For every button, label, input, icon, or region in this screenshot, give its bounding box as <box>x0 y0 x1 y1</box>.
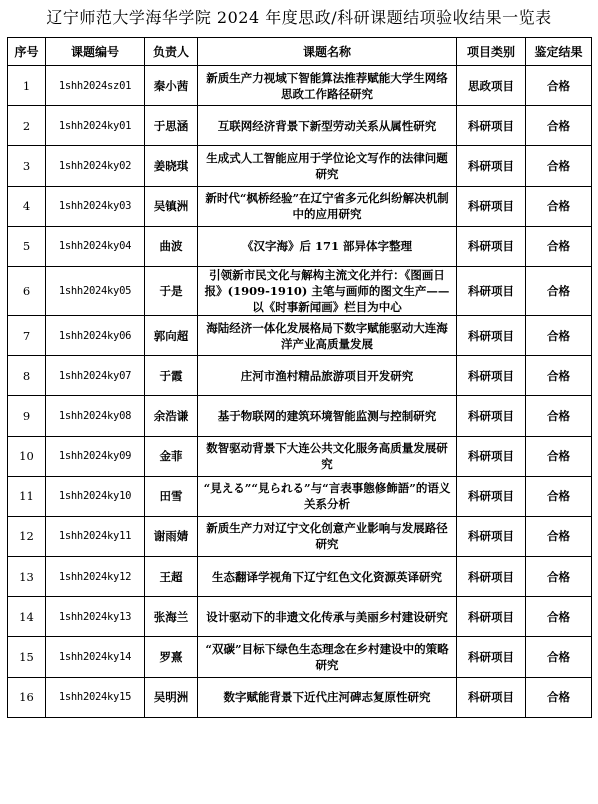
row-number: 11 <box>8 476 46 516</box>
evaluation-result: 合格 <box>526 677 592 717</box>
header-leader: 负责人 <box>145 38 198 66</box>
project-leader: 田雪 <box>145 476 198 516</box>
table-row <box>8 356 592 396</box>
project-type: 科研项目 <box>457 396 526 436</box>
evaluation-result: 合格 <box>526 597 592 637</box>
project-type: 科研项目 <box>457 315 526 355</box>
header-result: 鉴定结果 <box>526 38 592 66</box>
project-leader: 于霞 <box>145 356 198 396</box>
project-leader: 余浩谦 <box>145 396 198 436</box>
project-code: 1shh2024ky09 <box>46 436 145 476</box>
table-row <box>8 557 592 597</box>
project-name: “見える”“見られる”与“言表事態修飾語”的语义关系分析 <box>198 476 457 516</box>
row-number: 5 <box>8 226 46 266</box>
evaluation-result: 合格 <box>526 186 592 226</box>
project-type: 科研项目 <box>457 226 526 266</box>
row-number: 3 <box>8 146 46 186</box>
table-row <box>8 436 592 476</box>
table-row <box>8 66 592 106</box>
project-code: 1shh2024ky06 <box>46 315 145 355</box>
header-row <box>8 38 592 66</box>
row-number: 15 <box>8 637 46 677</box>
evaluation-result: 合格 <box>526 356 592 396</box>
table-row <box>8 266 592 315</box>
project-name: 数智驱动背景下大连公共文化服务高质量发展研究 <box>198 436 457 476</box>
project-name: 新质生产力视域下智能算法推荐赋能大学生网络思政工作路径研究 <box>198 66 457 106</box>
project-code: 1shh2024ky03 <box>46 186 145 226</box>
evaluation-result: 合格 <box>526 106 592 146</box>
project-type: 科研项目 <box>457 516 526 556</box>
project-name: 设计驱动下的非遗文化传承与美丽乡村建设研究 <box>198 597 457 637</box>
row-number: 7 <box>8 315 46 355</box>
row-number: 6 <box>8 266 46 315</box>
evaluation-result: 合格 <box>526 516 592 556</box>
document-title: 辽宁师范大学海华学院 2024 年度思政/科研课题结项验收结果一览表 <box>46 8 552 27</box>
project-code: 1shh2024ky01 <box>46 106 145 146</box>
evaluation-result: 合格 <box>526 476 592 516</box>
project-type: 思政项目 <box>457 66 526 106</box>
project-name: 新质生产力对辽宁文化创意产业影响与发展路径研究 <box>198 516 457 556</box>
evaluation-result: 合格 <box>526 146 592 186</box>
evaluation-result: 合格 <box>526 266 592 315</box>
row-number: 13 <box>8 557 46 597</box>
project-code: 1shh2024ky14 <box>46 637 145 677</box>
evaluation-result: 合格 <box>526 557 592 597</box>
results-table <box>7 37 592 718</box>
project-code: 1shh2024ky04 <box>46 226 145 266</box>
row-number: 1 <box>8 66 46 106</box>
row-number: 14 <box>8 597 46 637</box>
project-code: 1shh2024ky11 <box>46 516 145 556</box>
project-name: 新时代“枫桥经验”在辽宁省多元化纠纷解决机制中的应用研究 <box>198 186 457 226</box>
project-leader: 于是 <box>145 266 198 315</box>
project-name: 互联网经济背景下新型劳动关系从属性研究 <box>198 106 457 146</box>
table-row <box>8 106 592 146</box>
project-name: 生成式人工智能应用于学位论文写作的法律问题研究 <box>198 146 457 186</box>
project-leader: 吴明洲 <box>145 677 198 717</box>
table-body <box>8 66 592 718</box>
table-row <box>8 315 592 355</box>
project-type: 科研项目 <box>457 597 526 637</box>
row-number: 9 <box>8 396 46 436</box>
header-name: 课题名称 <box>198 38 457 66</box>
project-leader: 郭向超 <box>145 315 198 355</box>
project-type: 科研项目 <box>457 637 526 677</box>
table-row <box>8 226 592 266</box>
table-row <box>8 476 592 516</box>
evaluation-result: 合格 <box>526 396 592 436</box>
project-code: 1shh2024ky10 <box>46 476 145 516</box>
project-leader: 谢雨婧 <box>145 516 198 556</box>
project-leader: 张海兰 <box>145 597 198 637</box>
project-name: 引领新市民文化与解构主流文化并行：《图画日报》(1909-1910) 主笔与画师的图文生产——以《时事新闻画》栏目为中心 <box>198 266 457 315</box>
project-type: 科研项目 <box>457 476 526 516</box>
project-leader: 王超 <box>145 557 198 597</box>
project-code: 1shh2024ky12 <box>46 557 145 597</box>
row-number: 16 <box>8 677 46 717</box>
project-name: 海陆经济一体化发展格局下数字赋能驱动大连海洋产业高质量发展 <box>198 315 457 355</box>
evaluation-result: 合格 <box>526 226 592 266</box>
row-number: 2 <box>8 106 46 146</box>
table-row <box>8 677 592 717</box>
project-type: 科研项目 <box>457 436 526 476</box>
project-code: 1shh2024ky02 <box>46 146 145 186</box>
project-type: 科研项目 <box>457 146 526 186</box>
project-code: 1shh2024ky05 <box>46 266 145 315</box>
table-row <box>8 516 592 556</box>
project-name: “双碳”目标下绿色生态理念在乡村建设中的策略研究 <box>198 637 457 677</box>
table-row <box>8 597 592 637</box>
project-leader: 曲波 <box>145 226 198 266</box>
project-name: 《汉字海》后 171 部异体字整理 <box>198 226 457 266</box>
table-row <box>8 396 592 436</box>
row-number: 4 <box>8 186 46 226</box>
evaluation-result: 合格 <box>526 637 592 677</box>
evaluation-result: 合格 <box>526 436 592 476</box>
project-leader: 姜晓琪 <box>145 146 198 186</box>
project-code: 1shh2024sz01 <box>46 66 145 106</box>
row-number: 12 <box>8 516 46 556</box>
table-row <box>8 637 592 677</box>
project-type: 科研项目 <box>457 186 526 226</box>
project-name: 生态翻译学视角下辽宁红色文化资源英译研究 <box>198 557 457 597</box>
project-code: 1shh2024ky13 <box>46 597 145 637</box>
project-type: 科研项目 <box>457 677 526 717</box>
project-type: 科研项目 <box>457 106 526 146</box>
row-number: 8 <box>8 356 46 396</box>
project-type: 科研项目 <box>457 557 526 597</box>
project-code: 1shh2024ky15 <box>46 677 145 717</box>
row-number: 10 <box>8 436 46 476</box>
project-name: 庄河市渔村精品旅游项目开发研究 <box>198 356 457 396</box>
header-no: 序号 <box>8 38 46 66</box>
header-code: 课题编号 <box>46 38 145 66</box>
project-name: 基于物联网的建筑环境智能监测与控制研究 <box>198 396 457 436</box>
project-code: 1shh2024ky08 <box>46 396 145 436</box>
project-code: 1shh2024ky07 <box>46 356 145 396</box>
project-type: 科研项目 <box>457 266 526 315</box>
project-type: 科研项目 <box>457 356 526 396</box>
evaluation-result: 合格 <box>526 315 592 355</box>
project-name: 数字赋能背景下近代庄河碑志复原性研究 <box>198 677 457 717</box>
project-leader: 金菲 <box>145 436 198 476</box>
table-row <box>8 186 592 226</box>
header-type: 项目类别 <box>457 38 526 66</box>
evaluation-result: 合格 <box>526 66 592 106</box>
table-row <box>8 146 592 186</box>
project-leader: 秦小茜 <box>145 66 198 106</box>
project-leader: 吴镇洲 <box>145 186 198 226</box>
project-leader: 罗熹 <box>145 637 198 677</box>
project-leader: 于思涵 <box>145 106 198 146</box>
